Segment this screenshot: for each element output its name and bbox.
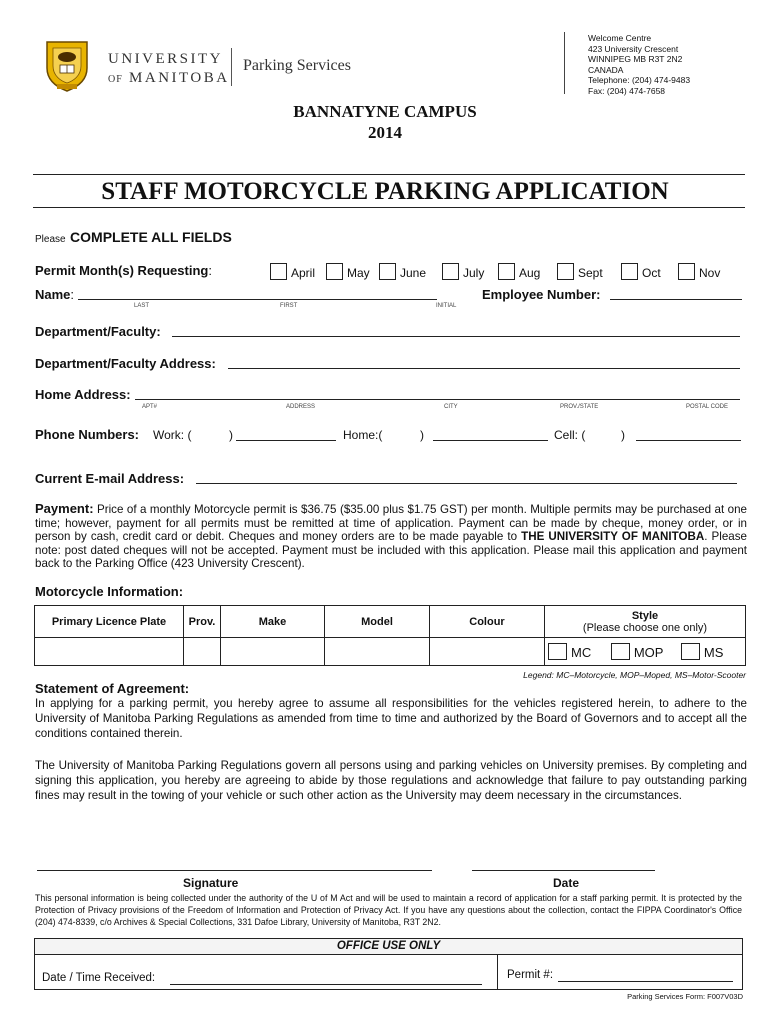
motorcycle-info-label: Motorcycle Information: (35, 584, 184, 599)
name-initial-caption: INITIAL (436, 303, 457, 309)
home-address-address-caption: ADDRESS (286, 404, 316, 410)
prov-field[interactable] (184, 638, 221, 666)
checkbox[interactable] (326, 263, 343, 280)
make-field[interactable] (221, 638, 325, 666)
checkbox[interactable] (442, 263, 459, 280)
permit-month-july[interactable] (442, 263, 484, 280)
checkbox[interactable] (621, 263, 638, 280)
month-label: Aug (519, 266, 541, 280)
permit-months-colon: : (208, 263, 212, 278)
month-label: June (400, 266, 427, 280)
office-use-divider (497, 955, 498, 989)
header-style (545, 606, 746, 638)
permit-number-field[interactable] (558, 981, 733, 982)
month-label: July (463, 266, 485, 280)
university-manitoba: MANITOBA (129, 70, 230, 86)
phone-home-field[interactable] (433, 440, 548, 441)
permit-month-april[interactable] (270, 263, 315, 280)
email-label: Current E-mail Address: (35, 471, 185, 486)
contact-line: WINNIPEG MB R3T 2N2 (588, 54, 683, 64)
style-label: MOP (633, 645, 664, 660)
month-label: Nov (699, 266, 721, 280)
style-option-mop[interactable] (611, 645, 663, 660)
phone-work-label: Work: ( (153, 428, 192, 442)
home-address-postal-caption: POSTAL CODE (686, 404, 729, 410)
employee-number-label: Employee Number: (482, 287, 601, 302)
contact-line: 423 University Crescent (588, 43, 679, 54)
month-label: April (291, 266, 316, 280)
checkbox[interactable] (557, 263, 574, 280)
university-name-line1: UNIVERSITY (108, 51, 223, 67)
style-header: Style (631, 609, 659, 622)
form-title: STAFF MOTORCYCLE PARKING APPLICATION (101, 178, 669, 205)
home-address-label: Home Address: (35, 387, 131, 402)
department-name: Parking Services (243, 57, 351, 74)
agreement-paragraph-1: In applying for a parking permit, you hereby agree to assume all responsibilities for the vehicles registered herein, to adhere to the University of Manitoba Parking Regulations as amended from time to time and authorized by the Board of Governors and to accept all the conditions contained therein. (35, 697, 747, 740)
style-choices (545, 638, 746, 666)
style-subheader: (Please choose one only) (582, 621, 708, 634)
name-label-colon: : (70, 287, 75, 302)
name-last-caption: LAST (134, 303, 150, 309)
header-licence-plate: Primary Licence Plate (35, 606, 184, 638)
permit-month-may[interactable] (326, 263, 370, 280)
name-field[interactable] (78, 299, 437, 300)
campus-heading (0, 101, 770, 143)
title-rule-top (33, 174, 745, 175)
checkbox[interactable] (498, 263, 515, 280)
instructions-please: Please (35, 234, 66, 245)
name-label-text: Name (35, 287, 71, 302)
university-name-line2 (108, 69, 230, 89)
licence-plate-field[interactable] (35, 638, 184, 666)
permit-month-june[interactable] (379, 263, 426, 280)
month-label: Sept (578, 266, 603, 280)
department-field[interactable] (172, 336, 740, 337)
campus-year: 2014 (368, 123, 402, 142)
motorcycle-table-entry-row (35, 638, 746, 666)
month-label: Oct (642, 266, 661, 280)
header-model: Model (325, 606, 430, 638)
university-crest-logo (45, 40, 89, 92)
contact-divider (564, 32, 565, 94)
agreement-label: Statement of Agreement: (35, 681, 190, 696)
instructions-complete: COMPLETE ALL FIELDS (70, 229, 232, 245)
checkbox[interactable] (270, 263, 287, 280)
checkbox[interactable] (611, 643, 630, 660)
contact-line: Welcome Centre (588, 33, 652, 43)
date-received-label: Date / Time Received: (42, 972, 156, 984)
date-received-field[interactable] (170, 984, 482, 985)
title-rule-bottom (33, 207, 745, 208)
campus-name: BANNATYNE CAMPUS (293, 102, 477, 121)
checkbox[interactable] (379, 263, 396, 280)
form-number: Parking Services Form: F007V03D (627, 992, 743, 1001)
header-prov: Prov. (184, 606, 221, 638)
phone-work-close: ) (229, 428, 233, 442)
privacy-notice: This personal information is being collected under the authority of the U of M Act and will be used to maintain a record of application for a staff parking permit. It is protected by the Protection of Privacy provisions of the Freedom of Information and Protection of Privacy Act. If you have any questions about the collection, contact the FIPPA Coordinator's Office (204) 474-8339, c/o Archives & Special Collections, 331 Dafoe Library, University of Manitoba, R3T 2N2. (35, 893, 742, 927)
phone-cell-field[interactable] (636, 440, 741, 441)
payment-text-2: . Please note: post dated cheques will not be accepted. Payment must be included with this application. Please mail this application and payment back to the Parking Office (423 University Crescent). (35, 530, 747, 570)
office-use-title: OFFICE USE ONLY (35, 939, 742, 955)
phone-work-field[interactable] (236, 440, 336, 441)
home-address-prov-caption: PROV./STATE (560, 404, 599, 410)
name-label (35, 287, 74, 302)
permit-month-aug[interactable] (498, 263, 540, 280)
contact-block (588, 33, 690, 96)
name-first-caption: FIRST (280, 303, 298, 309)
signature-label: Signature (183, 876, 239, 890)
permit-month-sept[interactable] (557, 263, 603, 280)
style-label: MS (703, 645, 724, 660)
employee-number-field[interactable] (610, 299, 742, 300)
phone-cell-label: Cell: ( (554, 428, 586, 442)
contact-line: Fax: (204) 474-7658 (588, 85, 666, 96)
header-colour: Colour (430, 606, 545, 638)
motorcycle-table-header-row (35, 606, 746, 638)
agreement-paragraph-2: The University of Manitoba Parking Regulations govern all persons using and parking vehicles on University premises. By completing and signing this application, you hereby are agreeing to abide by those regulations and acknowledge that failure to pay outstanding parking fines may result in the towing of your vehicle or such other action as the University may deem necessary in the circumstances. (35, 759, 747, 802)
date-field[interactable] (472, 870, 655, 871)
email-field[interactable] (196, 483, 737, 484)
payment-text-1: Price of a monthly Motorcycle permit is $36.75 ($35.00 plus $1.75 GST) per month. Multiple permits may be purchased at one time; however, payment for all permits must be remitted at time of application. Payment can be made by cheque, money order, or in person by cash, credit card or debit. Cheques and money orders are to be made payable to (35, 503, 747, 543)
contact-line: Telephone: (204) 474-9483 (588, 75, 691, 85)
university-name (108, 50, 230, 89)
permit-months-label (35, 263, 212, 278)
home-address-apt-caption: APT# (142, 404, 158, 410)
payment-paragraph (35, 502, 747, 571)
style-option-ms[interactable] (681, 645, 724, 660)
checkbox[interactable] (678, 263, 695, 280)
date-label: Date (553, 876, 580, 890)
checkbox[interactable] (548, 643, 567, 660)
style-option-mc[interactable] (548, 645, 591, 660)
phone-home-close: ) (420, 428, 424, 442)
phone-home-label: Home:( (343, 428, 383, 442)
contact-line: CANADA (588, 64, 624, 75)
month-label: May (347, 266, 370, 280)
model-field[interactable] (325, 638, 430, 666)
signature-field[interactable] (37, 870, 432, 871)
department-address-field[interactable] (228, 368, 740, 369)
permit-month-nov[interactable] (678, 263, 720, 280)
instructions (35, 229, 232, 247)
department-label: Department/Faculty: (35, 324, 161, 339)
checkbox[interactable] (681, 643, 700, 660)
department-address-label: Department/Faculty Address: (35, 356, 216, 371)
payment-label: Payment: (35, 501, 94, 516)
university-of: OF (108, 74, 123, 85)
office-use-box (34, 938, 743, 990)
permit-months-label-text: Permit Month(s) Requesting (35, 263, 209, 278)
home-address-city-caption: CITY (444, 404, 458, 410)
payment-payee: THE UNIVERSITY OF MANITOBA (521, 530, 705, 543)
permit-number-label: Permit #: (507, 969, 554, 981)
phone-cell-close: ) (621, 428, 625, 442)
motorcycle-table (34, 605, 746, 666)
header-make: Make (221, 606, 325, 638)
style-legend: Legend: MC–Motorcycle, MOP–Moped, MS–Motor-Scooter (523, 670, 746, 680)
phone-label: Phone Numbers: (35, 427, 140, 442)
permit-month-oct[interactable] (621, 263, 661, 280)
colour-field[interactable] (430, 638, 545, 666)
header-divider (231, 48, 232, 86)
home-address-field[interactable] (135, 399, 740, 400)
style-label: MC (571, 645, 592, 660)
